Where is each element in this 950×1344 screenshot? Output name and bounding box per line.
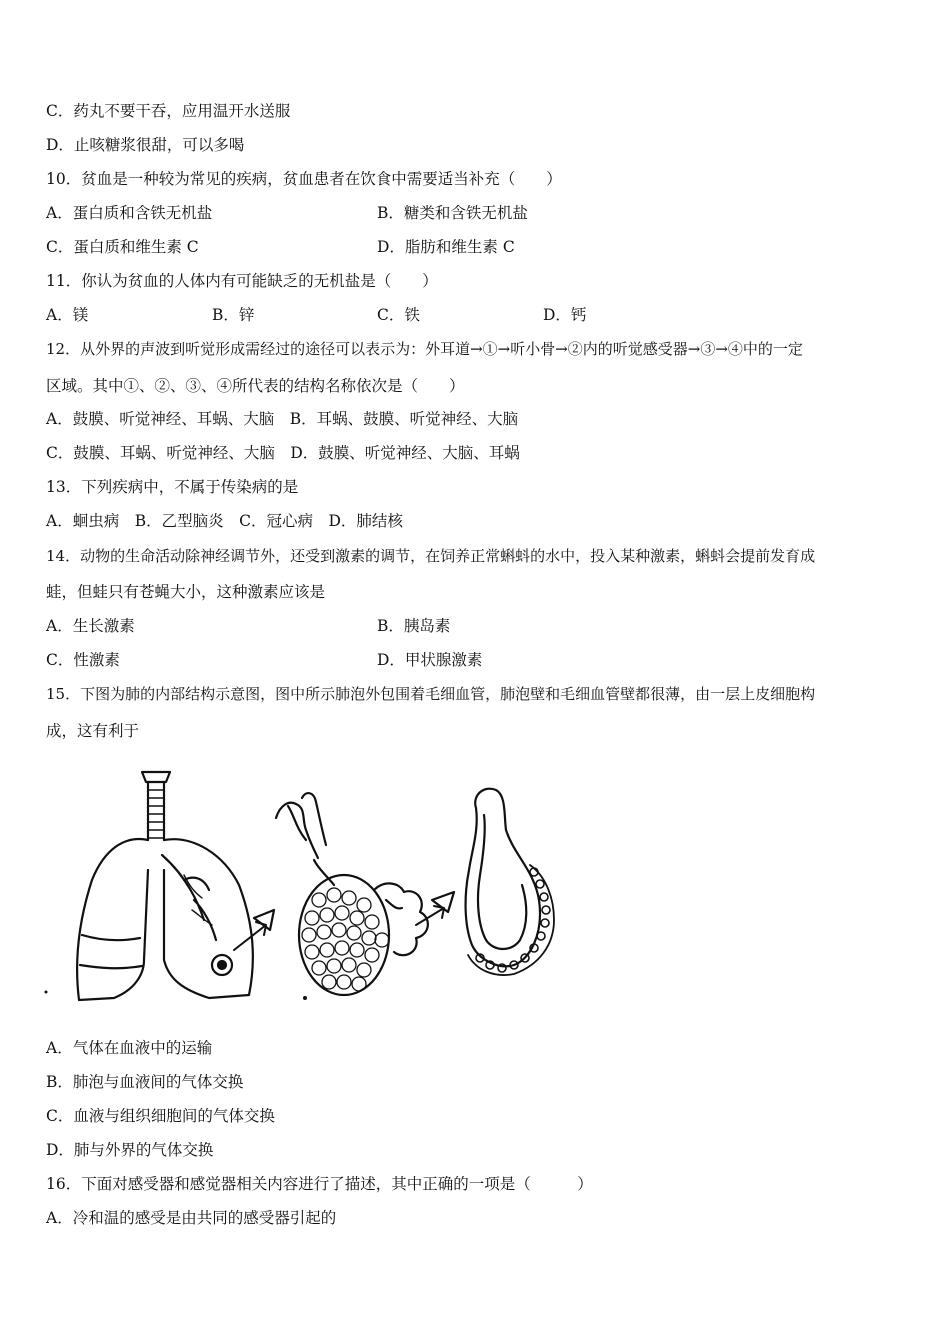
q15-option-d: D．肺与外界的气体交换 xyxy=(46,1141,214,1159)
q12-options-cd: C．鼓膜、耳蜗、听觉神经、大脑 D．鼓膜、听觉神经、大脑、耳蜗 xyxy=(46,444,520,462)
q15-option-b: B．肺泡与血液间的气体交换 xyxy=(46,1073,244,1091)
q16-stem: 16．下面对感受器和感觉器相关内容进行了描述，其中正确的一项是（ ） xyxy=(46,1175,593,1193)
q15-option-c: C．血液与组织细胞间的气体交换 xyxy=(46,1107,275,1125)
q14-stem-line1: 14．动物的生命活动除神经调节外，还受到激素的调节，在饲养正常蝌蚪的水中，投入某种激素，蝌蚪会提前发育成 xyxy=(46,547,816,565)
q11-stem: 11．你认为贫血的人体内有可能缺乏的无机盐是（ ） xyxy=(46,272,438,290)
q15-stem-line1: 15．下图为肺的内部结构示意图，图中所示肺泡外包围着毛细血管，肺泡壁和毛细血管壁都很薄，由一层上皮细胞构 xyxy=(46,685,816,703)
q15-option-a: A．气体在血液中的运输 xyxy=(46,1039,213,1057)
lungs-panel xyxy=(77,772,274,1000)
q9-option-c: C．药丸不要干吞，应用温开水送服 xyxy=(46,102,291,120)
q10-option-c: C．蛋白质和维生素 C xyxy=(46,238,199,256)
q14-option-b: B．胰岛素 xyxy=(377,617,451,635)
q10-option-a: A．蛋白质和含铁无机盐 xyxy=(46,204,213,222)
q12-options-ab: A．鼓膜、听觉神经、耳蜗、大脑 B．耳蜗、鼓膜、听觉神经、大脑 xyxy=(46,410,519,428)
alveoli-cluster-panel xyxy=(276,793,454,995)
q10-option-d: D．脂肪和维生素 C xyxy=(377,238,515,256)
q11-option-a: A．镁 xyxy=(46,306,89,324)
lung-structure-diagram xyxy=(44,760,584,1010)
q15-stem-line2: 成，这有利于 xyxy=(46,722,140,740)
q11-option-d: D．钙 xyxy=(543,306,587,324)
alveolus-capillary-panel xyxy=(466,789,554,975)
q16-option-a: A．冷和温的感受是由共同的感受器引起的 xyxy=(46,1209,337,1227)
q12-stem-line1: 12．从外界的声波到听觉形成需经过的途径可以表示为：外耳道→①→听小骨→②内的听觉感受器→③→④中的一定 xyxy=(46,340,803,358)
q11-option-b: B．锌 xyxy=(212,306,255,324)
q14-option-c: C．性激素 xyxy=(46,651,120,669)
q10-option-b: B．糖类和含铁无机盐 xyxy=(377,204,528,222)
q14-option-a: A．生长激素 xyxy=(46,617,135,635)
q13-options: A．蛔虫病 B．乙型脑炎 C．冠心病 D．肺结核 xyxy=(46,512,403,530)
q12-stem-line2: 区域。其中①、②、③、④所代表的结构名称依次是（ ） xyxy=(46,377,465,395)
q10-stem: 10．贫血是一种较为常见的疾病，贫血患者在饮食中需要适当补充（ ） xyxy=(46,170,562,188)
q9-option-d: D．止咳糖浆很甜，可以多喝 xyxy=(46,136,245,154)
q13-stem: 13．下列疾病中，不属于传染病的是 xyxy=(46,478,299,496)
q14-stem-line2: 蛙，但蛙只有苍蝇大小，这种激素应该是 xyxy=(46,583,326,601)
q14-option-d: D．甲状腺激素 xyxy=(377,651,483,669)
q11-option-c: C．铁 xyxy=(377,306,420,324)
